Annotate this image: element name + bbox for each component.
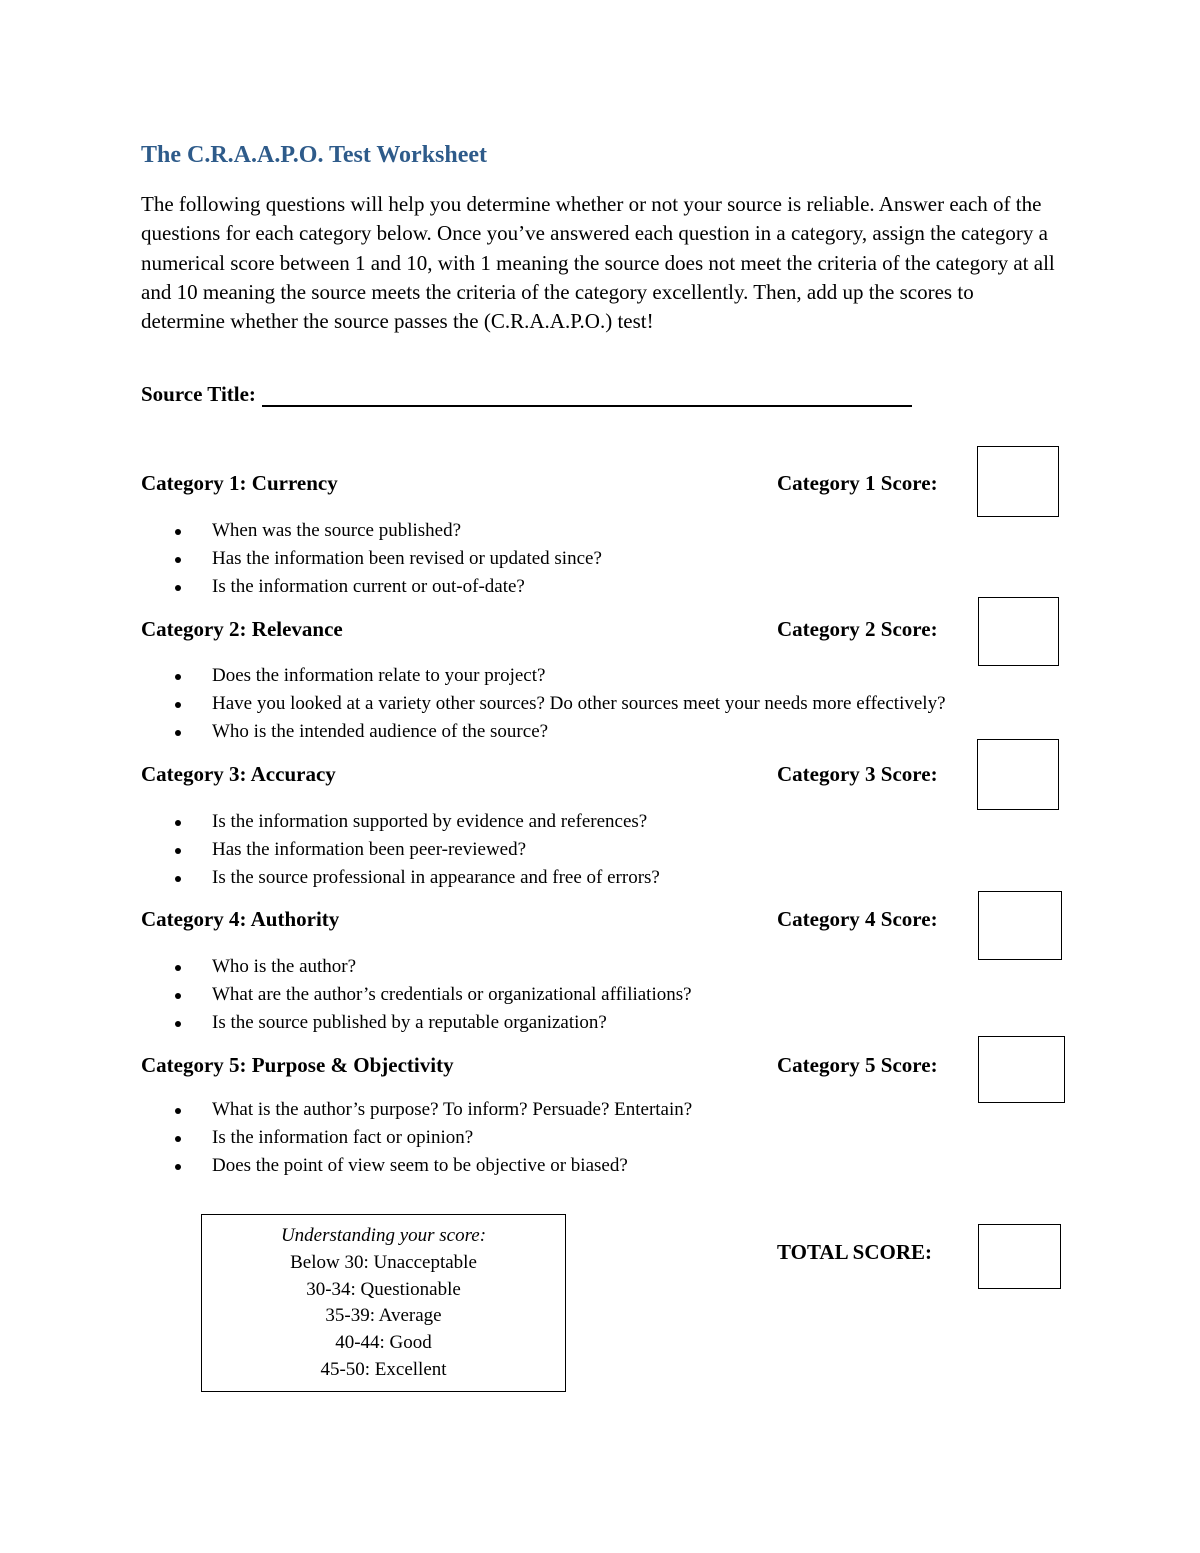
source-title-field[interactable] [262, 383, 912, 407]
legend-item: 30-34: Questionable [306, 1278, 461, 1300]
category-5-score-box[interactable] [978, 1036, 1065, 1103]
bullet-icon [175, 965, 181, 971]
list-item: What are the author’s credentials or organizational affiliations? [141, 981, 692, 1009]
category-2-score-box[interactable] [978, 597, 1059, 666]
category-3-heading: Category 3: Accuracy [141, 762, 336, 786]
intro-paragraph: The following questions will help you determine whether or not your source is reliable. Answer each of the questions for each category below. Once you’ve answered each question in a category, assign the category a numerical score between 1 and 10, with 1 meaning the source does not meet the criteria of the category at all and 10 meaning the source meets the criteria of the category excellently. Then, add up the scores to determine whether the source passes the (C.R.A.A.P.O.) test! [141, 192, 1055, 334]
legend-item: Below 30: Unacceptable [290, 1251, 477, 1273]
list-item: Is the information fact or opinion? [141, 1124, 692, 1152]
list-item: Has the information been peer-reviewed? [141, 836, 660, 864]
category-4-score-box[interactable] [978, 891, 1062, 960]
bullet-icon [175, 1021, 181, 1027]
category-1-score-label: Category 1 Score: [777, 471, 938, 495]
category-2-heading: Category 2: Relevance [141, 617, 343, 641]
list-item: Is the source published by a reputable organization? [141, 1009, 692, 1037]
list-item: What is the author’s purpose? To inform? Persuade? Entertain? [141, 1096, 692, 1124]
bullet-icon [175, 993, 181, 999]
bullet-icon [175, 585, 181, 591]
category-5-questions [141, 1096, 692, 1180]
bullet-icon [175, 557, 181, 563]
category-3-score-box[interactable] [977, 739, 1059, 810]
bullet-icon [175, 529, 181, 535]
bullet-icon [175, 820, 181, 826]
list-item: Who is the intended audience of the source? [141, 718, 946, 746]
total-score-box[interactable] [978, 1224, 1061, 1289]
category-4-questions [141, 953, 692, 1037]
list-item: Does the point of view seem to be objective or biased? [141, 1152, 692, 1180]
category-5-heading: Category 5: Purpose & Objectivity [141, 1053, 454, 1077]
bullet-icon [175, 1108, 181, 1114]
bullet-icon [175, 848, 181, 854]
legend-item: 35-39: Average [325, 1305, 442, 1327]
legend-item: 40-44: Good [335, 1332, 432, 1354]
bullet-icon [175, 1164, 181, 1170]
list-item: Is the information supported by evidence and references? [141, 808, 660, 836]
source-title-row [141, 382, 912, 407]
bullet-icon [175, 1136, 181, 1142]
legend-title: Understanding your score: [280, 1225, 487, 1246]
category-1-heading: Category 1: Currency [141, 471, 338, 495]
list-item: Has the information been revised or updated since? [141, 545, 602, 573]
category-5-score-label: Category 5 Score: [777, 1053, 938, 1077]
list-item: Is the source professional in appearance and free of errors? [141, 864, 660, 892]
page-title: The C.R.A.A.P.O. Test Worksheet [141, 142, 488, 168]
bullet-icon [175, 674, 181, 680]
list-item: Does the information relate to your project? [141, 662, 946, 690]
category-4-heading: Category 4: Authority [141, 907, 340, 931]
list-item: When was the source published? [141, 517, 602, 545]
list-item: Have you looked at a variety other sources? Do other sources meet your needs more effectively? [141, 690, 946, 718]
category-3-questions [141, 808, 660, 892]
bullet-icon [175, 702, 181, 708]
legend-item: 45-50: Excellent [320, 1358, 447, 1380]
category-4-score-label: Category 4 Score: [777, 907, 938, 931]
category-1-score-box[interactable] [977, 446, 1059, 517]
source-title-label: Source Title: [141, 382, 256, 406]
category-3-score-label: Category 3 Score: [777, 762, 938, 786]
bullet-icon [175, 876, 181, 882]
category-1-questions [141, 517, 602, 601]
list-item: Who is the author? [141, 953, 692, 981]
score-legend-box [201, 1214, 566, 1392]
category-2-score-label: Category 2 Score: [777, 617, 938, 641]
total-score-label: TOTAL SCORE: [777, 1240, 933, 1264]
category-2-questions [141, 662, 946, 746]
bullet-icon [175, 730, 181, 736]
list-item: Is the information current or out-of-date? [141, 573, 602, 601]
